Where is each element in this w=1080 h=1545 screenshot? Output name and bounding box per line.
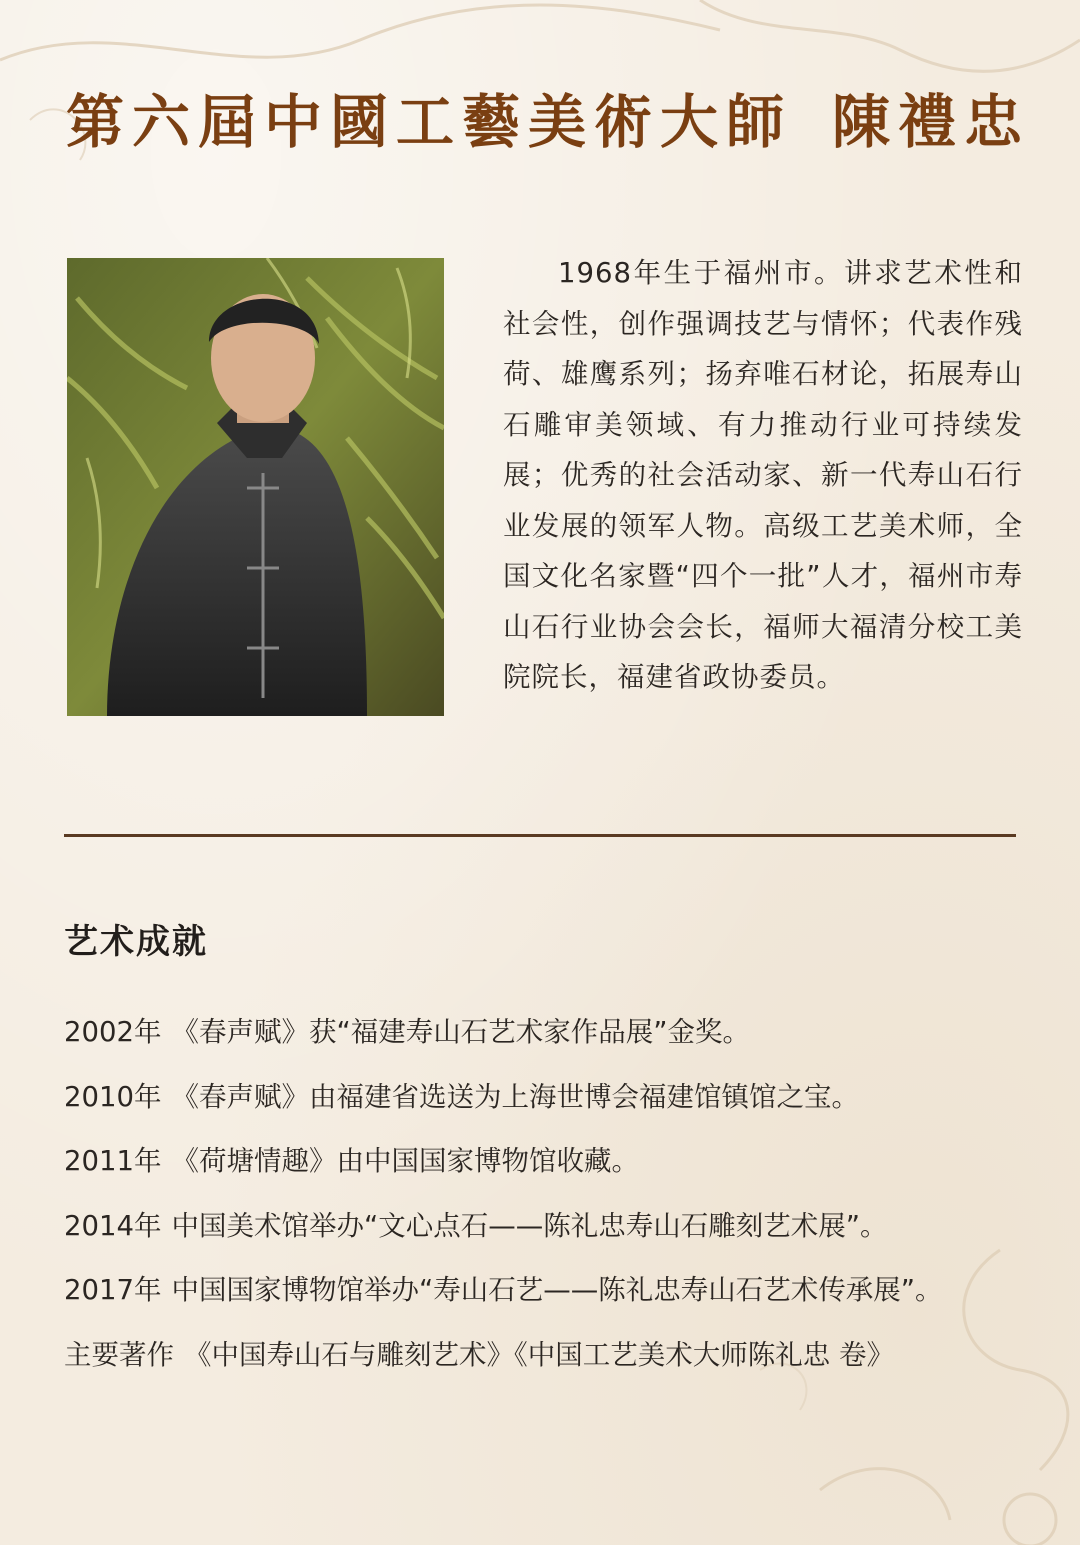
achievement-item — [64, 1129, 1024, 1194]
achievement-text: 《春声赋》获“福建寿山石艺术家作品展”金奖。 — [171, 1016, 750, 1048]
achievement-year: 2010年 — [64, 1080, 162, 1113]
achievement-year: 2002年 — [64, 1016, 162, 1048]
achievement-year: 2017年 — [64, 1274, 162, 1306]
portrait-illustration — [67, 258, 444, 716]
achievement-text: 中国美术馆举办“文心点石——陈礼忠寿山石雕刻艺术展”。 — [171, 1209, 888, 1242]
biography: 1968年生于福州市。讲求艺术性和社会性，创作强调技艺与情怀；代表作残荷、雄鹰系列；扬弃唯石材论，拓展寿山石雕审美领域、有力推动行业可持续发展；优秀的社会活动家、新一代寿山石行业发展的领军人物。高级工艺美术师，全国文化名家暨“四个一批”人才，福州市寿山石行业协会会长，福师大福清分校工美院院长，福建省政协委员。 — [503, 257, 1023, 693]
achievement-year: 2014年 — [64, 1209, 162, 1242]
achievement-item — [64, 1323, 1024, 1388]
achievement-item — [64, 1000, 1024, 1065]
achievement-year: 2011年 — [64, 1145, 162, 1177]
section-divider — [64, 834, 1016, 837]
achievement-text: 《春声赋》由福建省选送为上海世博会福建馆镇馆之宝。 — [171, 1080, 859, 1113]
achievement-text: 《荷塘情趣》由中国国家博物馆收藏。 — [171, 1145, 639, 1177]
achievement-text: 中国国家博物馆举办“寿山石艺——陈礼忠寿山石艺术传承展”。 — [171, 1274, 943, 1306]
achievement-text: 《中国寿山石与雕刻艺术》《中国工艺美术大师陈礼忠 卷》 — [184, 1338, 894, 1371]
achievement-item — [64, 1258, 1024, 1323]
achievement-year: 主要著作 — [64, 1338, 174, 1371]
achievements-heading: 艺术成就 — [64, 922, 208, 962]
portrait-photo — [67, 258, 444, 716]
master-name: 陳禮忠 — [832, 88, 1031, 156]
page-title — [66, 82, 1031, 162]
achievement-item — [64, 1194, 1024, 1259]
achievement-item — [64, 1065, 1024, 1130]
title-text: 第六屆中國工藝美術大師 — [66, 88, 793, 156]
achievements-list — [64, 1000, 1024, 1387]
